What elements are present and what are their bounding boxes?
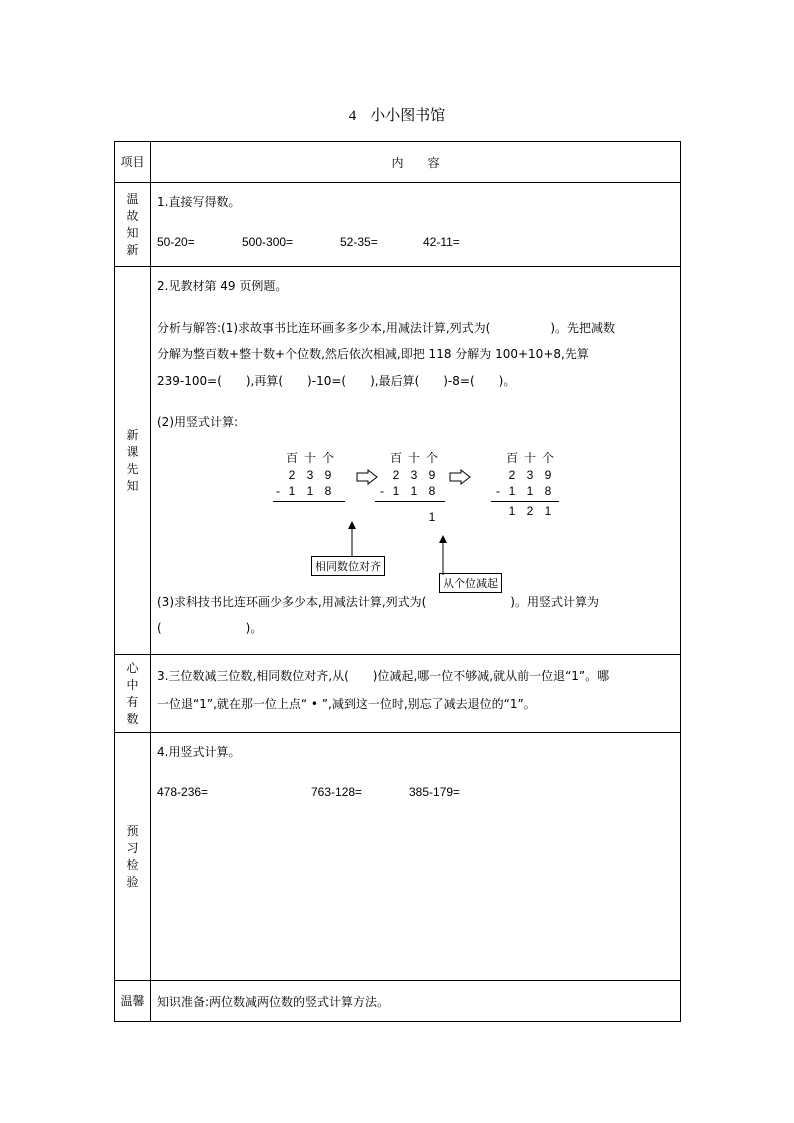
- worksheet-table: [114, 141, 681, 1022]
- q4-item-2: 763-128=: [311, 785, 363, 799]
- minuend-digit: 3: [410, 468, 418, 482]
- section-label-review: 温故知新: [115, 183, 151, 267]
- minuend-digit: 9: [428, 468, 436, 482]
- section-label-tips: 温馨: [115, 981, 151, 1022]
- q2-p1-line3: 239-100=( ),再算( )-10=( ),最后算( )-8=( )。: [157, 374, 516, 388]
- subtrahend-digit: 1: [410, 484, 418, 498]
- minuend-digit: 3: [526, 468, 534, 482]
- calc-line-2: [375, 501, 445, 502]
- place-hundreds: 百: [389, 451, 402, 465]
- calc-step-2: [375, 449, 455, 529]
- minuend-digit: 9: [544, 468, 552, 482]
- result-digit: 1: [428, 510, 436, 524]
- header-content: 内 容: [151, 142, 681, 183]
- subtrahend-digit: 1: [288, 484, 296, 498]
- subtrahend-digit: 8: [544, 484, 552, 498]
- up-arrow-icon: [347, 521, 357, 557]
- q3-line1: 3.三位数减三位数,相同数位对齐,从( )位减起,哪一位不够减,就从前一位退“1”。哪: [157, 669, 610, 683]
- subtrahend-digit: 8: [324, 484, 332, 498]
- section-new-lesson: [115, 267, 681, 655]
- q4-item-3: 385-179=: [409, 785, 461, 799]
- tips-text: 知识准备:两位数减两位数的竖式计算方法。: [157, 994, 390, 1009]
- calc-step-1: [271, 449, 351, 509]
- result-digit: 2: [526, 504, 534, 518]
- q1-item-3: 52-35=: [340, 235, 378, 249]
- note-align-box: 相同数位对齐: [311, 556, 385, 576]
- q2-p2: (2)用竖式计算:: [157, 415, 239, 429]
- subtrahend-digit: 1: [526, 484, 534, 498]
- up-arrow-icon: [438, 535, 448, 575]
- minuend-digit: 2: [392, 468, 400, 482]
- minuend-digit: 2: [288, 468, 296, 482]
- right-arrow-icon: [449, 469, 471, 485]
- result-digit: 1: [544, 504, 552, 518]
- page-title: [0, 104, 794, 125]
- note-start-box: 从个位减起: [439, 573, 502, 593]
- place-tens: 十: [407, 451, 420, 465]
- place-ones: 个: [541, 451, 554, 465]
- q1-item-4: 42-11=: [423, 235, 460, 249]
- minuend-digit: 3: [306, 468, 314, 482]
- section-label-summary: 心中有数: [115, 655, 151, 733]
- section-summary: [115, 655, 681, 733]
- minus-sign: -: [276, 484, 280, 498]
- place-tens: 十: [523, 451, 536, 465]
- q2-p3-line2: ( )。: [157, 621, 263, 635]
- section-label-new-lesson: 新课先知: [115, 267, 151, 655]
- q2-heading: 2.见教材第 49 页例题。: [157, 279, 288, 293]
- subtrahend-digit: 1: [392, 484, 400, 498]
- section-label-preview-check: 预习检验: [115, 733, 151, 981]
- section-tips: [115, 981, 681, 1022]
- section-review: [115, 183, 681, 267]
- q1-heading: 1.直接写得数。: [157, 195, 241, 209]
- place-hundreds: 百: [285, 451, 298, 465]
- calc-line-1: [273, 501, 345, 502]
- place-tens: 十: [303, 451, 316, 465]
- minuend-digit: 9: [324, 468, 332, 482]
- minus-sign: -: [496, 484, 500, 498]
- calc-line-3: [491, 501, 559, 502]
- minus-sign: -: [380, 484, 384, 498]
- title-number: 4: [348, 108, 357, 124]
- q2-p1-line2: 分解为整百数+整十数+个位数,然后依次相减,即把 118 分解为 100+10+8,先算: [157, 347, 589, 361]
- subtrahend-digit: 8: [428, 484, 436, 498]
- q1-item-1: 50-20=: [157, 235, 195, 249]
- header-row: [115, 142, 681, 183]
- q3-line2: 一位退“1”,就在那一位上点“ • ”,减到这一位时,别忘了减去退位的“1”。: [157, 697, 536, 711]
- minuend-digit: 2: [508, 468, 516, 482]
- q2-p1-line1: 分析与解答:(1)求故事书比连环画多多少本,用减法计算,列式为( )。先把减数: [157, 321, 616, 335]
- q1-item-2: 500-300=: [242, 235, 294, 249]
- calc-step-3: [491, 449, 571, 529]
- q4-item-1: 478-236=: [157, 785, 209, 799]
- q4-heading: 4.用竖式计算。: [157, 745, 241, 759]
- header-item: 项目: [115, 142, 151, 183]
- title-text: 小小图书馆: [370, 106, 446, 124]
- subtrahend-digit: 1: [508, 484, 516, 498]
- result-digit: 1: [508, 504, 516, 518]
- q2-p3-line1: (3)求科技书比连环画少多少本,用减法计算,列式为( )。用竖式计算为: [157, 595, 599, 609]
- subtrahend-digit: 1: [306, 484, 314, 498]
- place-ones: 个: [321, 451, 334, 465]
- place-hundreds: 百: [505, 451, 518, 465]
- place-ones: 个: [425, 451, 438, 465]
- section-preview-check: [115, 733, 681, 981]
